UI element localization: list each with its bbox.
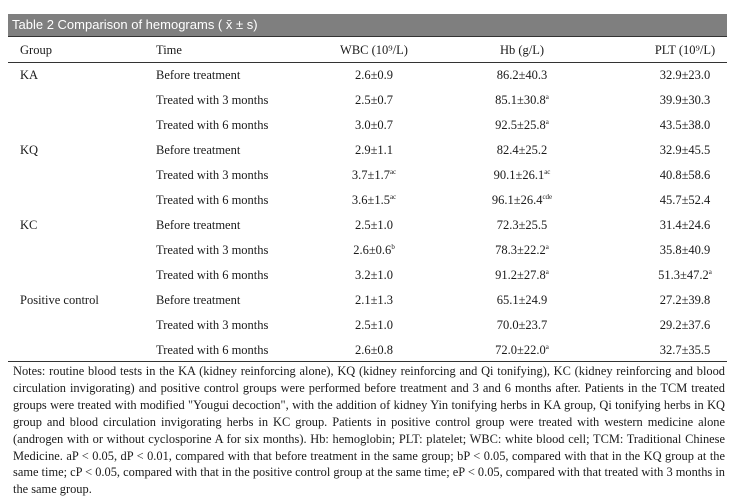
table-row-8-time [156, 267, 268, 283]
table-row-6-plt-value: 31.4±24.6 [659, 218, 711, 232]
table-row-4-wbc [334, 167, 414, 183]
header-top-rule [8, 36, 727, 37]
table-row-3-wbc [334, 142, 414, 158]
table-row-11-hb-value: 72.0±22.0 [495, 343, 546, 357]
table-row-6-time-value: Before treatment [156, 218, 241, 232]
table-row-1-time-value: Treated with 3 months [156, 93, 269, 107]
table-row-5-wbc-sig-mark: ac [389, 193, 397, 201]
table-row-5-plt-value: 45.7±52.4 [659, 193, 711, 207]
table-row-1-wbc-value: 2.5±0.7 [354, 93, 394, 107]
table-row-7-hb [482, 242, 562, 258]
table-row-2-hb [482, 117, 562, 133]
table-row-10-plt-value: 29.2±37.6 [659, 318, 711, 332]
table-row-8-plt [645, 267, 725, 283]
table-row-0-wbc-value: 2.6±0.9 [354, 68, 394, 82]
table-row-9-hb-value: 65.1±24.9 [496, 293, 548, 307]
table-row-9-plt [645, 292, 725, 308]
table-row-3-plt [645, 142, 725, 158]
table-row-7-plt-value: 35.8±40.9 [659, 243, 711, 257]
header-plt: PLT (10⁹/L) [654, 43, 716, 57]
table-row-7-plt [645, 242, 725, 258]
table-row-11-plt [645, 342, 725, 358]
table-row-6-group [20, 217, 37, 233]
table-row-5-wbc [334, 192, 414, 208]
table-row-1-hb-sig-mark: a [545, 93, 549, 101]
table-row-7-hb-value: 78.3±22.2 [495, 243, 546, 257]
table-row-6-hb-value: 72.3±25.5 [496, 218, 548, 232]
table-row-0-group-value: KA [20, 68, 39, 82]
table-row-9-time [156, 292, 240, 308]
table-row-0-plt-value: 32.9±23.0 [659, 68, 711, 82]
table-row-1-time [156, 92, 268, 108]
table-row-5-time [156, 192, 268, 208]
table-row-2-plt [645, 117, 725, 133]
table-row-4-hb-sig-mark: ac [544, 168, 551, 176]
table-row-2-time-value: Treated with 6 months [156, 118, 269, 132]
table-row-5-wbc-value: 3.6±1.5 [351, 193, 390, 207]
table-row-9-group [20, 292, 99, 308]
table-row-2-wbc-value: 3.0±0.7 [354, 118, 394, 132]
table-row-10-wbc-value: 2.5±1.0 [354, 318, 394, 332]
table-row-8-plt-sig-mark: a [708, 268, 712, 276]
table-title-bar [8, 14, 727, 36]
table-row-2-hb-sig-mark: a [545, 118, 549, 126]
table-row-5-time-value: Treated with 6 months [156, 193, 269, 207]
table-row-10-plt [645, 317, 725, 333]
table-row-4-time [156, 167, 268, 183]
table-row-1-plt-value: 39.9±30.3 [659, 93, 711, 107]
table-row-9-group-value: Positive control [20, 293, 99, 307]
table-row-7-wbc-sig-mark: b [391, 243, 395, 251]
table-row-7-time [156, 242, 268, 258]
table-row-4-wbc-value: 3.7±1.7 [351, 168, 390, 182]
table-row-8-time-value: Treated with 6 months [156, 268, 269, 282]
table-row-6-wbc [334, 217, 414, 233]
header-hb: Hb (g/L) [499, 43, 545, 57]
table-title: Table 2 Comparison of hemograms ( x̄ ± s) [12, 17, 258, 32]
header-wbc: WBC (10⁹/L) [340, 43, 408, 57]
table-row-10-time [156, 317, 268, 333]
table-row-4-hb-value: 90.1±26.1 [493, 168, 545, 182]
table-row-3-wbc-value: 2.9±1.1 [354, 143, 394, 157]
table-row-10-hb [482, 317, 562, 333]
header-group: Group [20, 43, 52, 57]
table-row-8-hb-sig-mark: a [545, 268, 549, 276]
table-row-8-hb [482, 267, 562, 283]
table-row-1-wbc [334, 92, 414, 108]
table-row-2-plt-value: 43.5±38.0 [659, 118, 711, 132]
table-row-9-time-value: Before treatment [156, 293, 241, 307]
table-row-0-wbc [334, 67, 414, 83]
table-row-11-time [156, 342, 268, 358]
table-row-5-hb [482, 192, 562, 208]
table-row-10-hb-value: 70.0±23.7 [496, 318, 548, 332]
table-row-2-wbc [334, 117, 414, 133]
table-row-3-time-value: Before treatment [156, 143, 241, 157]
table-row-9-wbc [334, 292, 414, 308]
table-row-2-hb-value: 92.5±25.8 [495, 118, 546, 132]
table-row-7-wbc [334, 242, 414, 258]
table-row-6-plt [645, 217, 725, 233]
table-row-6-hb [482, 217, 562, 233]
table-row-0-group [20, 67, 38, 83]
table-row-9-wbc-value: 2.1±1.3 [354, 293, 394, 307]
table-bottom-rule [8, 361, 727, 362]
table-row-3-group [20, 142, 38, 158]
table-row-4-plt-value: 40.8±58.6 [659, 168, 711, 182]
table-row-4-hb [482, 167, 562, 183]
table-row-8-wbc-value: 3.2±1.0 [354, 268, 394, 282]
table-row-0-hb-value: 86.2±40.3 [496, 68, 548, 82]
table-row-10-wbc [334, 317, 414, 333]
table-row-10-time-value: Treated with 3 months [156, 318, 269, 332]
notes-text: Notes: routine blood tests in the KA (kidney reinforcing alone), KQ (kidney reinforcing and Qi tonifying), KC (kidney reinforcing and blood circulation invigorating) and positive control groups were performed before treatment and 3 and 6 months after. Patients in the TCM treated groups were treated with modified "Yougui decoction", with the addition of kidney Yin tonifying herbs in KA group, Qi tonifying herbs in KQ group and blood circulation invigorating herbs in KC group. Patients in positive control group were treated with western medicine alone (androgen with or without cyclosporine A for six months). Hb: hemoglobin; PLT: platelet; WBC: white blood cell; TCM: Traditional Chinese Medicine. aP < 0.05, dP < 0.01, compared with that before treatment in the same group; bP < 0.05, compared with that in the KQ group at the same time; cP < 0.05, compared with that in the positive control group at the same time; eP < 0.05, compared with that treated with 3 months in the same group. [13, 364, 725, 497]
table-row-2-time [156, 117, 268, 133]
table-row-3-hb-value: 82.4±25.2 [496, 143, 548, 157]
table-row-9-hb [482, 292, 562, 308]
table-row-7-hb-sig-mark: a [545, 243, 549, 251]
table-row-8-wbc [334, 267, 414, 283]
table-row-3-time [156, 142, 240, 158]
table-row-5-hb-sig-mark: cde [542, 193, 553, 201]
table-row-1-hb-value: 85.1±30.8 [495, 93, 546, 107]
table-row-7-wbc-value: 2.6±0.6 [353, 243, 392, 257]
table-row-11-wbc-value: 2.6±0.8 [354, 343, 394, 357]
table-row-5-plt [645, 192, 725, 208]
table-row-0-time [156, 67, 240, 83]
table-row-0-hb [482, 67, 562, 83]
table-row-6-group-value: KC [20, 218, 38, 232]
table-row-1-plt [645, 92, 725, 108]
table-row-11-wbc [334, 342, 414, 358]
table-row-11-plt-value: 32.7±35.5 [659, 343, 711, 357]
table-row-11-time-value: Treated with 6 months [156, 343, 269, 357]
table-row-9-plt-value: 27.2±39.8 [659, 293, 711, 307]
header-bottom-rule [8, 62, 727, 63]
table-notes [13, 363, 725, 498]
table-row-4-plt [645, 167, 725, 183]
table-row-0-time-value: Before treatment [156, 68, 241, 82]
table-row-1-hb [482, 92, 562, 108]
table-row-11-hb [482, 342, 562, 358]
table-row-8-hb-value: 91.2±27.8 [495, 268, 546, 282]
table-row-5-hb-value: 96.1±26.4 [491, 193, 543, 207]
table-row-4-time-value: Treated with 3 months [156, 168, 269, 182]
table-row-0-plt [645, 67, 725, 83]
header-time: Time [156, 43, 182, 57]
table-row-8-plt-value: 51.3±47.2 [658, 268, 709, 282]
table-row-3-plt-value: 32.9±45.5 [659, 143, 711, 157]
table-row-7-time-value: Treated with 3 months [156, 243, 269, 257]
table-row-3-group-value: KQ [20, 143, 39, 157]
table-row-4-wbc-sig-mark: ac [389, 168, 397, 176]
table-row-6-wbc-value: 2.5±1.0 [354, 218, 394, 232]
table-row-11-hb-sig-mark: a [545, 343, 549, 351]
table-row-3-hb [482, 142, 562, 158]
table-row-6-time [156, 217, 240, 233]
